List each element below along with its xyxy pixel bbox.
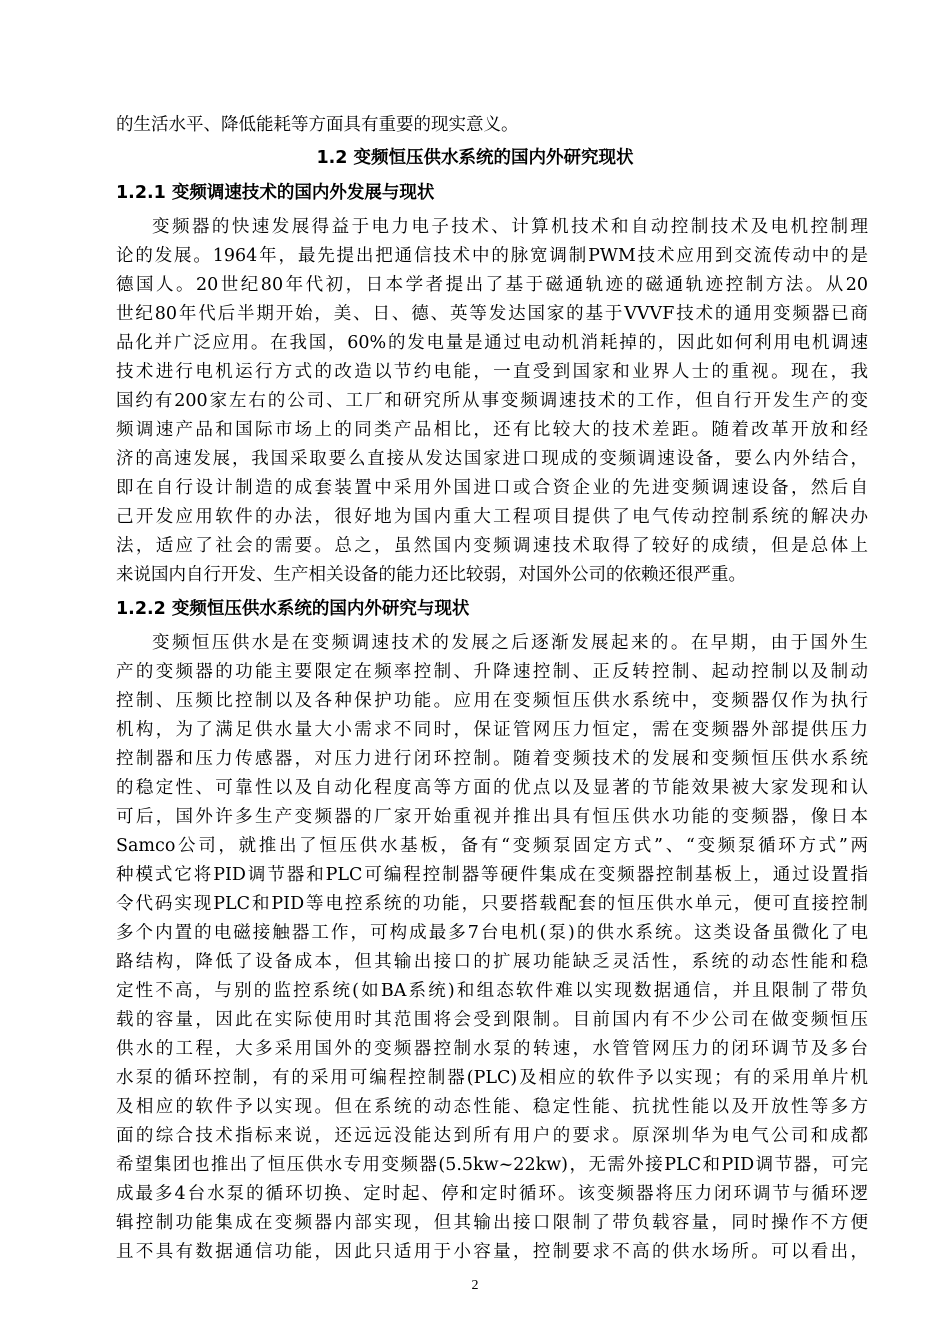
subsection-title-2: 1.2.2 变频恒压供水系统的国内外研究与现状 [116, 599, 470, 619]
paragraph-line: 路结构，降低了设备成本，但其输出接口的扩展功能缺乏灵活性，系统的动态性能和稳 [116, 952, 868, 972]
paragraph-line: 供水的工程，大多采用国外的变频器控制水泵的转速，水管管网压力的闭环调节及多台 [116, 1039, 868, 1059]
paragraph-line: 种模式它将PID调节器和PLC可编程控制器等硬件集成在变频器控制基板上，通过设置指 [116, 865, 868, 885]
paragraph-line: 辑控制功能集成在变频器内部实现，但其输出接口限制了带负载容量，同时操作不方便 [116, 1213, 868, 1233]
paragraph-line: 己开发应用软件的办法，很好地为国内重大工程项目提供了电气传动控制系统的解决办 [116, 507, 868, 527]
paragraph-line: 即在自行设计制造的成套装置中采用外国进口或合资企业的先进变频调速设备，然后自 [116, 478, 868, 498]
paragraph-line: 变频器的快速发展得益于电力电子技术、计算机技术和自动控制技术及电机控制理 [152, 217, 868, 237]
paragraph-line: 控制、压频比控制以及各种保护功能。应用在变频恒压供水系统中，变频器仅作为执行 [116, 691, 868, 711]
paragraph-line: 的稳定性、可靠性以及自动化程度高等方面的优点以及显著的节能效果被大家发现和认 [116, 778, 868, 798]
paragraph-line: 多个内置的电磁接触器工作，可构成最多7台电机(泵)的供水系统。这类设备虽微化了电 [116, 923, 868, 943]
subsection-title-1: 1.2.1 变频调速技术的国内外发展与现状 [116, 183, 435, 203]
paragraph-line: 定性不高，与别的监控系统(如BA系统)和组态软件难以实现数据通信，并且限制了带负 [116, 981, 868, 1001]
paragraph-line: 德国人。20世纪80年代初，日本学者提出了基于磁通轨迹的磁通轨迹控制方法。从20 [116, 275, 868, 295]
paragraph-line: 控制器和压力传感器，对压力进行闭环控制。随着变频技术的发展和变频恒压供水系统 [116, 749, 868, 769]
paragraph-line: 济的高速发展，我国采取要么直接从发达国家进口现成的变频调速设备，要么内外结合， [116, 449, 868, 469]
paragraph-line: 品化并广泛应用。在我国，60%的发电量是通过电动机消耗掉的，因此如何利用电机调速 [116, 333, 868, 353]
paragraph-line: 法，适应了社会的需要。总之，虽然国内变频调速技术取得了较好的成绩，但是总体上 [116, 536, 868, 556]
paragraph-line: 及相应的软件予以实现。但在系统的动态性能、稳定性能、抗扰性能以及开放性等多方 [116, 1097, 868, 1117]
paragraph-line: 国约有200家左右的公司、工厂和研究所从事变频调速技术的工作，但自行开发生产的变 [116, 391, 868, 411]
paragraph-line: 成最多4台水泵的循环切换、定时起、停和定时循环。该变频器将压力闭环调节与循环逻 [116, 1184, 868, 1204]
intro-line: 的生活水平、降低能耗等方面具有重要的现实意义。 [116, 115, 519, 135]
paragraph-line: 来说国内自行开发、生产相关设备的能力还比较弱，对国外公司的依赖还很严重。 [116, 565, 746, 585]
paragraph-line: 水泵的循环控制，有的采用可编程控制器(PLC)及相应的软件予以实现；有的采用单片机 [116, 1068, 868, 1088]
page-number: 2 [471, 1278, 479, 1293]
paragraph-line: 载的容量，因此在实际使用时其范围将会受到限制。目前国内有不少公司在做变频恒压 [116, 1010, 868, 1030]
paragraph-line: 变频恒压供水是在变频调速技术的发展之后逐渐发展起来的。在早期，由于国外生 [152, 633, 868, 653]
paragraph-line: 且不具有数据通信功能，因此只适用于小容量，控制要求不高的供水场所。可以看出， [116, 1242, 868, 1262]
paragraph-line: 频调速产品和国际市场上的同类产品相比，还有比较大的技术差距。随着改革开放和经 [116, 420, 868, 440]
paragraph-line: 可后，国外许多生产变频器的厂家开始重视并推出具有恒压供水功能的变频器，像日本 [116, 807, 868, 827]
paragraph-line: 世纪80年代后半期开始，美、日、德、英等发达国家的基于VVVF技术的通用变频器已商 [116, 304, 868, 324]
paragraph-line: 希望集团也推出了恒压供水专用变频器(5.5kw~22kw)，无需外接PLC和PID调节器，可完 [116, 1155, 868, 1175]
paragraph-line: 令代码实现PLC和PID等电控系统的功能，只要搭载配套的恒压供水单元，便可直接控制 [116, 894, 868, 914]
paragraph-line: 面的综合技术指标来说，还远远没能达到所有用户的要求。原深圳华为电气公司和成都 [116, 1126, 868, 1146]
paragraph-line: 机构，为了满足供水量大小需求不同时，保证管网压力恒定，需在变频器外部提供压力 [116, 720, 868, 740]
paragraph-line: Samco公司，就推出了恒压供水基板，备有“变频泵固定方式”、“变频泵循环方式”两 [116, 836, 868, 856]
paragraph-line: 论的发展。1964年，最先提出把通信技术中的脉宽调制PWM技术应用到交流传动中的是 [116, 246, 868, 266]
section-title: 1.2 变频恒压供水系统的国内外研究现状 [316, 148, 634, 168]
paragraph-line: 产的变频器的功能主要限定在频率控制、升降速控制、正反转控制、起动控制以及制动 [116, 662, 868, 682]
paragraph-line: 技术进行电机运行方式的改造以节约电能，一直受到国家和业界人士的重视。现在，我 [116, 362, 868, 382]
